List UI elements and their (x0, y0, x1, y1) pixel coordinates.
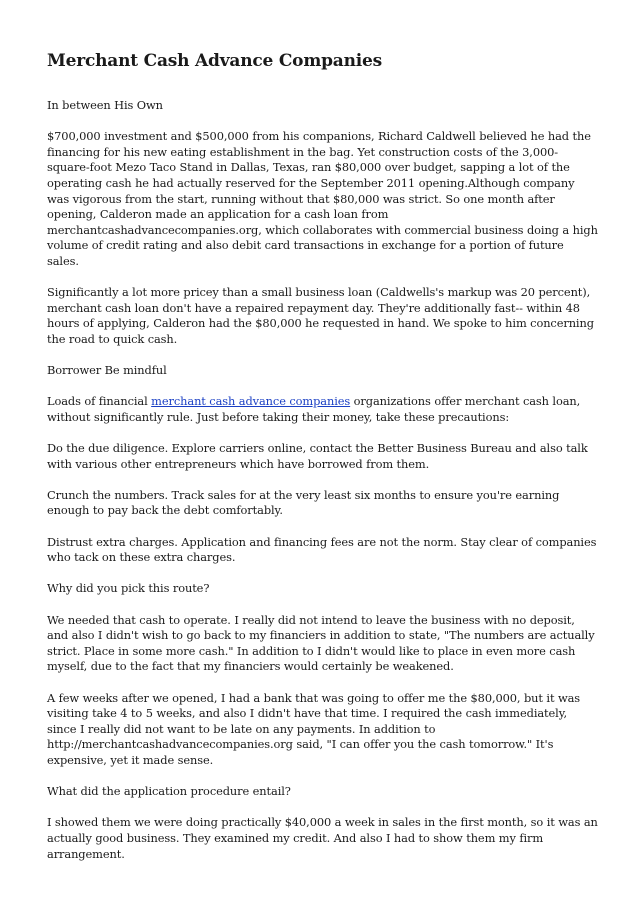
paragraph-crunch-numbers: Crunch the numbers. Track sales for at the very least six months to ensure you're earning enough to pay back the debt comfortably. (47, 487, 560, 518)
link-paragraph-after: organizations offer merchant cash loan, without significantly rule. Just before taking their money, take these precautions: (47, 394, 581, 424)
paragraph-answer-application: I showed them we were doing practically $40,000 a week in sales in the first month, so it was an actually good business. They examined my credit. And also I had to show them my firm arrangement. (47, 815, 598, 861)
paragraph-extra-charges: Distrust extra charges. Application and financing fees are not the norm. Stay clear of companies who tack on these extra charges. (47, 534, 597, 565)
document-page (47, 50, 599, 878)
merchant-cash-advance-link[interactable]: merchant cash advance companies (151, 394, 351, 409)
paragraph-cost: Significantly a lot more pricey than a small business loan (Caldwells's markup was 20 percent), merchant cash loan don't have a repaired repayment day. They're additionally fast-- within 48 hours of applying, Calderon had the $80,000 he requested in hand. We spoke to him concerning the road to quick cash. (47, 285, 594, 346)
paragraph-with-link (47, 394, 599, 425)
paragraph-subheading-2: Borrower Be mindful (47, 363, 167, 378)
paragraph-due-diligence: Do the due diligence. Explore carriers online, contact the Better Business Bureau and also talk with various other entrepreneurs which have borrowed from them. (47, 441, 588, 471)
document-title: Merchant Cash Advance Companies (47, 51, 383, 71)
link-paragraph-before: Loads of financial (47, 394, 152, 409)
paragraph-subheading-1: In between His Own (47, 98, 163, 112)
paragraph-question-application: What did the application procedure entail? (47, 784, 291, 799)
paragraph-question-route: Why did you pick this route? (47, 581, 210, 596)
paragraph-intro: $700,000 investment and $500,000 from his companions, Richard Caldwell believed he had the financing for his new eating establishment in the bag. Yet construction costs of the 3,000-square-foot Mezo Taco Stand in Dallas, Texas, ran $80,000 over budget, sapping a lot of the operating cash he had actually reserved for the September 2011 opening.Although company was vigorous from the start, running without that $80,000 was strict. So one month after opening, Calderon made an application for a cash loan from merchantcashadvancecompanies.org, which collaborates with commercial business doing a high volume of credit rating and also debit card transactions in exchange for a portion of future sales. (47, 129, 598, 268)
paragraph-bank-offer: A few weeks after we opened, I had a bank that was going to offer me the $80,000, but it was visiting take 4 to 5 weeks, and also I didn't have that time. I required the cash immediately, since I really did not want to be late on any payments. In addition to http://merchantcashadvancecompanies.org said, "I can offer you the cash tomorrow." It's expensive, yet it made sense. (47, 690, 581, 767)
paragraph-answer-route: We needed that cash to operate. I really did not intend to leave the business with no deposit, and also I didn't wish to go back to my financiers in addition to state, "The numbers are actually strict. Place in some more cash." In addition to I didn't would like to place in even more cash myself, due to the fact that my financiers would certainly be weakened. (47, 612, 595, 674)
